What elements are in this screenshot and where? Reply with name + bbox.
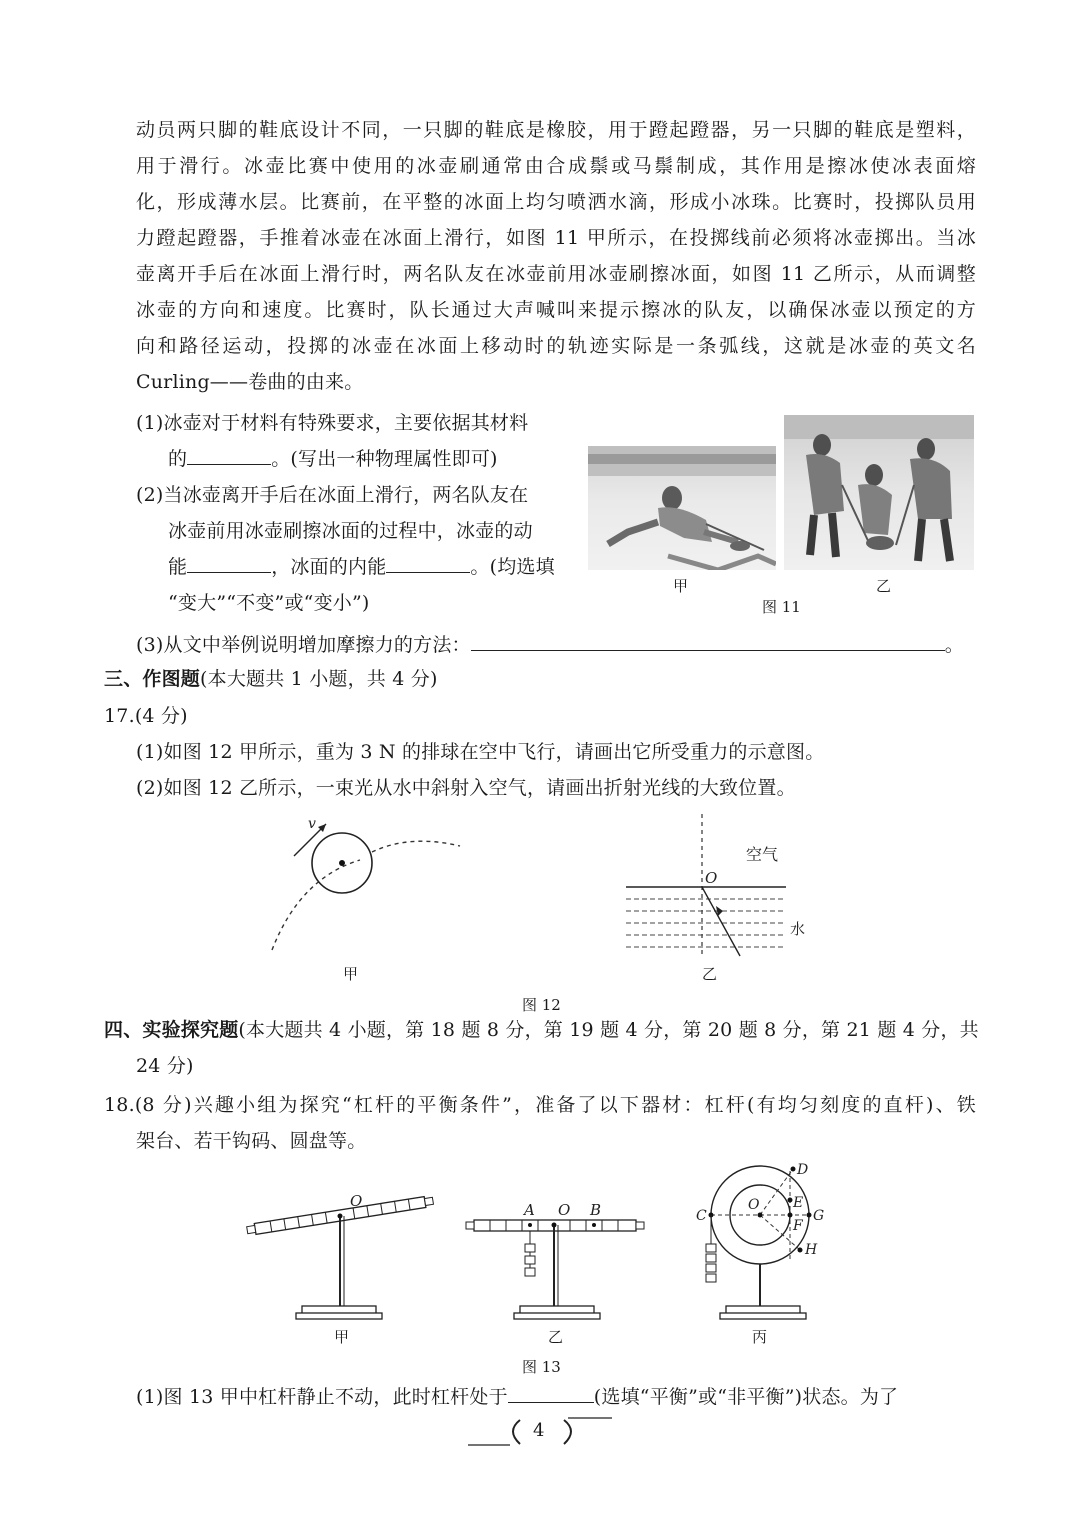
q16-part1-line2 bbox=[168, 446, 498, 472]
figure-13-label-c: 丙 bbox=[752, 1328, 768, 1346]
q16-part2-line1: (2)当冰壶离开手后在冰面上滑行，两名队友在 bbox=[136, 484, 529, 506]
q16-part3-end: 。 bbox=[944, 634, 964, 656]
section-4-note: (本大题共 4 小题，第 18 题 8 分，第 19 题 4 分，第 20 题 8 分，第 21 题 4 分，共 bbox=[238, 1019, 979, 1041]
ball-center-dot bbox=[339, 860, 345, 866]
figure-13-label-b: 乙 bbox=[548, 1328, 564, 1346]
section-4-heading bbox=[104, 1017, 979, 1043]
q16-part2-line3 bbox=[168, 554, 555, 580]
q16-part2-text-c: 。(均选填 bbox=[470, 556, 555, 578]
figure-13-caption: 图 13 bbox=[522, 1358, 561, 1376]
label-h: H bbox=[805, 1242, 818, 1258]
passage-line: 冰壶的方向和速度。比赛时，队长通过大声喊叫来提示擦冰的队友，以确保冰壶以预定的方 bbox=[136, 299, 976, 321]
passage-line: 力蹬起蹬器，手推着冰壶在冰面上滑行，如图 11 甲所示，在投掷线前必须将冰壶掷出。当冰 bbox=[136, 227, 976, 249]
velocity-label: v bbox=[308, 816, 316, 832]
q18-part1 bbox=[136, 1384, 898, 1410]
figure-13-label-a: 甲 bbox=[334, 1328, 350, 1346]
label-a: A bbox=[524, 1201, 535, 1219]
section-3-title: 三、作图题 bbox=[104, 668, 201, 690]
page-number: 4 bbox=[533, 1420, 545, 1441]
air-label: 空气 bbox=[746, 845, 779, 864]
figure-11-caption: 图 11 bbox=[762, 598, 801, 616]
answer-blank[interactable] bbox=[386, 554, 470, 573]
figure-12-label-a: 甲 bbox=[343, 965, 359, 983]
disc-stand-c bbox=[696, 1162, 824, 1319]
q18-part1-text-b: (选填“平衡”或“非平衡”)状态。为了 bbox=[593, 1386, 899, 1408]
answer-blank[interactable] bbox=[187, 554, 271, 573]
q16-part2-text-a: 能 bbox=[168, 556, 188, 578]
figure-12-caption: 图 12 bbox=[522, 996, 561, 1014]
section-4-note-line2: 24 分) bbox=[136, 1055, 194, 1077]
answer-blank[interactable] bbox=[471, 632, 945, 651]
section-4-title: 四、实验探究题 bbox=[104, 1019, 239, 1041]
label-g: G bbox=[813, 1208, 825, 1224]
q16-part2-line4: “变大”“不变”或“变小”) bbox=[168, 592, 370, 614]
q17-head: 17.(4 分) bbox=[104, 705, 188, 727]
section-3-heading bbox=[104, 666, 438, 692]
passage-line: 向和路径运动，投掷的冰壶在冰面上移动时的轨迹实际是一条弧线，这就是冰壶的英文名 bbox=[136, 335, 976, 357]
q17-part2: (2)如图 12 乙所示，一束光从水中斜射入空气，请画出折射光线的大致位置。 bbox=[136, 777, 796, 799]
label-b: B bbox=[590, 1201, 602, 1219]
q16-part1-text-b: 。(写出一种物理属性即可) bbox=[271, 448, 498, 470]
figure-12-label-b: 乙 bbox=[702, 965, 718, 983]
answer-blank[interactable] bbox=[508, 1384, 594, 1403]
q16-part1-line1: (1)冰壶对于材料有特殊要求，主要依据其材料 bbox=[136, 412, 529, 434]
volleyball-diagram bbox=[272, 816, 460, 950]
figure-11-photo-b bbox=[784, 415, 974, 570]
label-c: C bbox=[696, 1208, 707, 1224]
curling-thrower-illustration bbox=[588, 446, 776, 570]
q16-part2-text-b: ，冰面的内能 bbox=[271, 556, 387, 578]
figure-13-diagram bbox=[240, 1160, 840, 1330]
label-e: E bbox=[793, 1195, 804, 1211]
figure-11-label-b: 乙 bbox=[876, 577, 892, 595]
q18-part1-text-a: (1)图 13 甲中杠杆静止不动，此时杠杆处于 bbox=[136, 1386, 508, 1408]
passage-line: Curling——卷曲的由来。 bbox=[136, 371, 364, 393]
lever-stand-a bbox=[246, 1192, 433, 1319]
lever-stand-b bbox=[466, 1201, 644, 1319]
figure-11-photo-a bbox=[588, 446, 776, 570]
q18-line1: 18.(8 分)兴趣小组为探究“杠杆的平衡条件”，准备了以下器材：杠杆(有均匀刻度的直杆)、铁 bbox=[104, 1094, 976, 1116]
q16-part3-text: (3)从文中举例说明增加摩擦力的方法： bbox=[136, 634, 471, 656]
q18-line2: 架台、若干钩码、圆盘等。 bbox=[136, 1130, 367, 1152]
label-f: F bbox=[793, 1218, 803, 1234]
figure-11-label-a: 甲 bbox=[673, 577, 689, 595]
label-o-c: O bbox=[748, 1197, 760, 1213]
point-o-label: O bbox=[705, 869, 718, 887]
q17-part1: (1)如图 12 甲所示，重为 3 N 的排球在空中飞行，请画出它所受重力的示意图。 bbox=[136, 741, 825, 763]
label-d: D bbox=[797, 1162, 809, 1178]
passage-line: 化，形成薄水层。比赛前，在平整的冰面上均匀喷洒水滴，形成小冰珠。比赛时，投掷队员用 bbox=[136, 191, 976, 213]
passage-line: 动员两只脚的鞋底设计不同，一只脚的鞋底是橡胶，用于蹬起蹬器，另一只脚的鞋底是塑料， bbox=[136, 119, 976, 141]
q16-part3 bbox=[136, 632, 964, 658]
label-o-b: O bbox=[558, 1201, 571, 1219]
water-label: 水 bbox=[790, 920, 806, 938]
passage-line: 用于滑行。冰壶比赛中使用的冰壶刷通常由合成鬃或马鬃制成，其作用是擦冰使冰表面熔 bbox=[136, 155, 976, 177]
section-3-note: (本大题共 1 小题，共 4 分) bbox=[200, 668, 438, 690]
refraction-diagram bbox=[626, 814, 805, 956]
incident-ray bbox=[702, 887, 740, 956]
q16-part1-text-a: 的 bbox=[168, 448, 188, 470]
answer-blank[interactable] bbox=[187, 446, 271, 465]
passage-line: 壶离开手后在冰面上滑行时，两名队友在冰壶前用冰壶刷擦冰面，如图 11 乙所示，从而调整 bbox=[136, 263, 976, 285]
figure-12-diagram bbox=[260, 808, 820, 988]
q16-part2-line2: 冰壶前用冰壶刷擦冰面的过程中，冰壶的动 bbox=[168, 520, 533, 542]
curling-sweepers-illustration bbox=[784, 415, 974, 570]
label-o-a: O bbox=[350, 1192, 363, 1210]
